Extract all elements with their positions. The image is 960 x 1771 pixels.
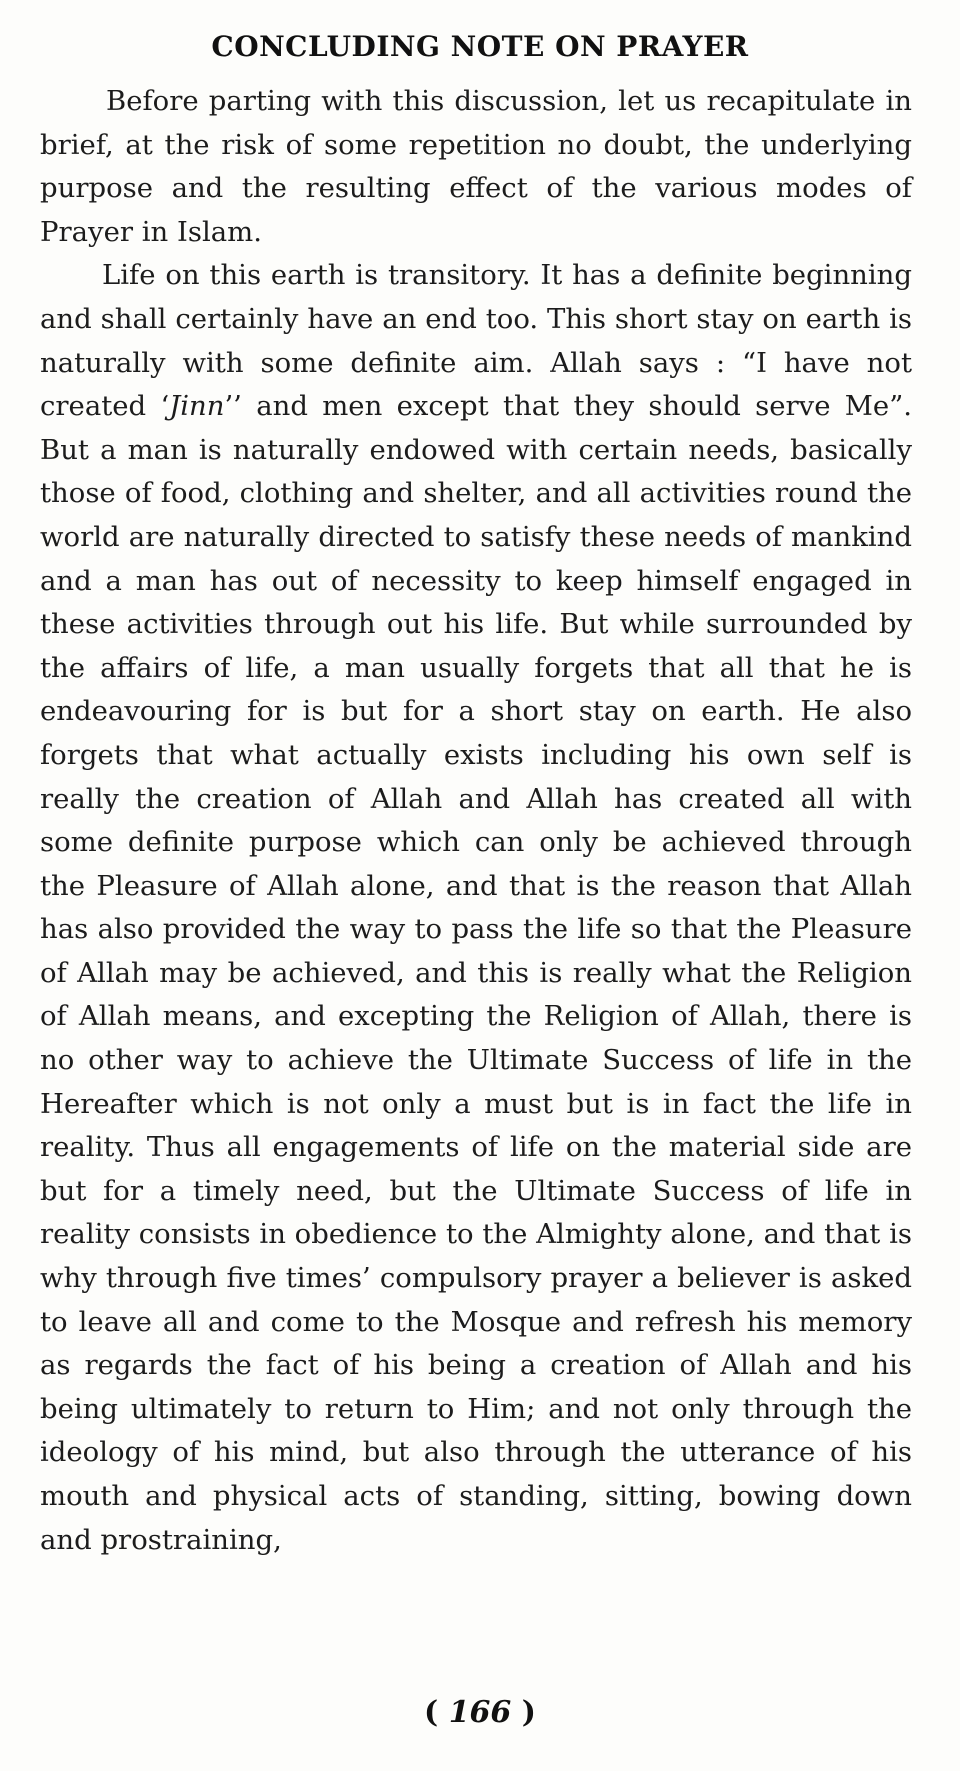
page-number-close-paren: ) <box>521 1695 536 1730</box>
page-number-value: 166 <box>448 1695 512 1730</box>
body-text <box>40 80 912 1562</box>
page-number <box>0 1695 960 1730</box>
paragraph-1: Before parting with this discussion, let us recapitulate in brief, at the risk of some repetition no doubt, the underlying purpose and the resulting effect of the various modes of Prayer in Islam. <box>40 85 912 248</box>
page-heading: CONCLUDING NOTE ON PRAYER <box>211 30 749 63</box>
paragraph-2-part-2: ’’ and men except that they should serve Me”. But a man is naturally endowed with certain needs, basically those of food, clothing and shelter, and all activities round the world are naturally directed to satisfy these needs of mankind and a man has out of necessity to keep himself engaged in these activities through out his life. But while surrounded by the affairs of life, a man usually forgets that all that he is endeavouring for is but for a short stay on earth. He also forgets that what actually exists including his own self is really the creation of Allah and Allah has created all with some definite purpose which can only be achieved through the Pleasure of Allah alone, and that is the reason that Allah has also provided the way to pass the life so that the Pleasure of Allah may be achieved, and this is really what the Religion of Allah means, and excepting the Religion of Allah, there is no other way to achieve the Ultimate Success of life in the Hereafter which is not only a must but is in fact the life in reality. Thus all engagements of life on the material side are but for a timely need, but the Ultimate Success of life in reality consists in obedience to the Almighty alone, and that is why through five times’ compulsory prayer a believer is asked to leave all and come to the Mosque and refresh his memory as regards the fact of his being a creation of Allah and his being ultimately to return to Him; and not only through the ideology of his mind, but also through the utterance of his mouth and physical acts of standing, sitting, bowing down and prostraining, <box>40 390 912 1556</box>
paragraph-2-part-1: Life on this earth is transitory. It has a definite beginning and shall certainly have an end too. This short stay on earth is naturally with some definite aim. Allah says : “I have not created ‘ <box>40 259 912 423</box>
page-number-open-paren: ( <box>424 1695 439 1730</box>
italic-word-jinn: Jinn <box>169 390 225 423</box>
paragraph-2 <box>40 254 912 1562</box>
